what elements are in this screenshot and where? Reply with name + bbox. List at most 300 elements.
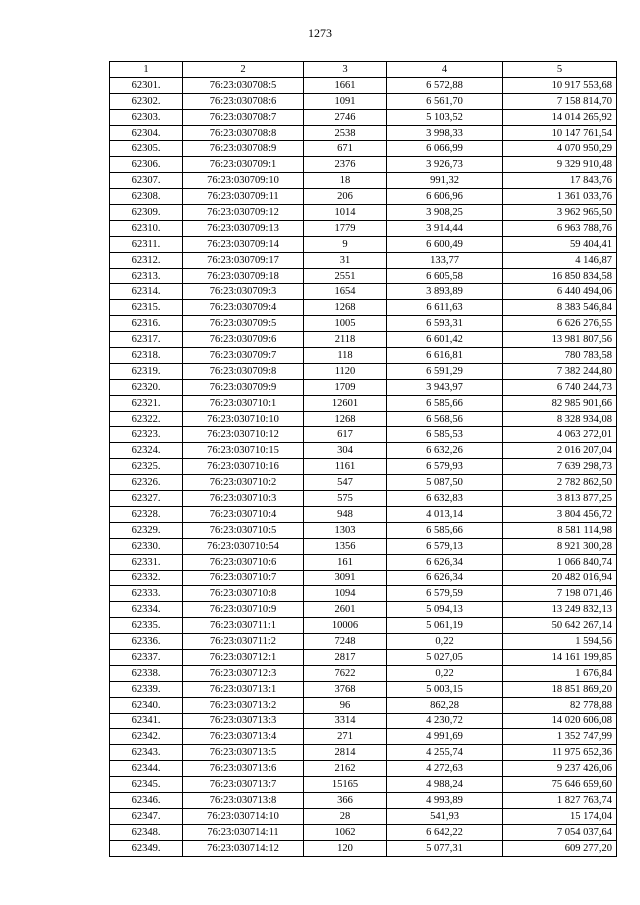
rate-cell: 5 003,15 [387,681,503,697]
value-cell: 59 404,41 [503,236,617,252]
area-cell: 575 [304,491,387,507]
rate-cell: 6 600,49 [387,236,503,252]
table-row [110,824,617,840]
rate-cell: 6 601,42 [387,332,503,348]
table-row [110,792,617,808]
table-row [110,141,617,157]
row-number-cell: 62303. [110,109,183,125]
cadastral-number-cell: 76:23:030709:6 [183,332,304,348]
area-cell: 2817 [304,649,387,665]
value-cell: 4 146,87 [503,252,617,268]
table-row [110,363,617,379]
value-cell: 75 646 659,60 [503,777,617,793]
area-cell: 2376 [304,157,387,173]
cadastral-number-cell: 76:23:030709:18 [183,268,304,284]
value-cell: 10 917 553,68 [503,77,617,93]
area-cell: 7248 [304,634,387,650]
cadastral-number-cell: 76:23:030709:12 [183,205,304,221]
area-cell: 671 [304,141,387,157]
row-number-cell: 62326. [110,475,183,491]
value-cell: 15 174,04 [503,808,617,824]
rate-cell: 862,28 [387,697,503,713]
table-row [110,348,617,364]
value-cell: 1 352 747,99 [503,729,617,745]
area-cell: 1709 [304,379,387,395]
rate-cell: 6 626,34 [387,570,503,586]
row-number-cell: 62301. [110,77,183,93]
area-cell: 3314 [304,713,387,729]
cadastral-number-cell: 76:23:030710:12 [183,427,304,443]
value-cell: 7 158 814,70 [503,93,617,109]
rate-cell: 4 013,14 [387,506,503,522]
value-cell: 20 482 016,94 [503,570,617,586]
value-cell: 7 198 071,46 [503,586,617,602]
cadastral-number-cell: 76:23:030712:1 [183,649,304,665]
row-number-cell: 62334. [110,602,183,618]
rate-cell: 4 991,69 [387,729,503,745]
row-number-cell: 62343. [110,745,183,761]
table-row [110,634,617,650]
row-number-cell: 62336. [110,634,183,650]
value-cell: 2 016 207,04 [503,443,617,459]
row-number-cell: 62316. [110,316,183,332]
table-row [110,586,617,602]
row-number-cell: 62317. [110,332,183,348]
area-cell: 948 [304,506,387,522]
area-cell: 18 [304,173,387,189]
area-cell: 1268 [304,411,387,427]
column-header-5: 5 [503,62,617,78]
cadastral-number-cell: 76:23:030708:7 [183,109,304,125]
rate-cell: 3 908,25 [387,205,503,221]
table-row [110,602,617,618]
area-cell: 617 [304,427,387,443]
row-number-cell: 62324. [110,443,183,459]
row-number-cell: 62329. [110,522,183,538]
row-number-cell: 62307. [110,173,183,189]
cadastral-number-cell: 76:23:030713:6 [183,761,304,777]
table-row [110,125,617,141]
value-cell: 1 361 033,76 [503,189,617,205]
cadastral-number-cell: 76:23:030714:12 [183,840,304,856]
row-number-cell: 62311. [110,236,183,252]
rate-cell: 6 579,59 [387,586,503,602]
value-cell: 13 981 807,56 [503,332,617,348]
value-cell: 4 063 272,01 [503,427,617,443]
rate-cell: 6 585,53 [387,427,503,443]
table-row [110,808,617,824]
table-row [110,220,617,236]
rate-cell: 6 616,81 [387,348,503,364]
area-cell: 1014 [304,205,387,221]
cadastral-number-cell: 76:23:030713:7 [183,777,304,793]
row-number-cell: 62327. [110,491,183,507]
table-row [110,443,617,459]
table-row [110,93,617,109]
value-cell: 609 277,20 [503,840,617,856]
rate-cell: 6 606,96 [387,189,503,205]
rate-cell: 5 087,50 [387,475,503,491]
rate-cell: 5 061,19 [387,618,503,634]
table-row [110,173,617,189]
value-cell: 50 642 267,14 [503,618,617,634]
value-cell: 11 975 652,36 [503,745,617,761]
row-number-cell: 62322. [110,411,183,427]
cadastral-number-cell: 76:23:030710:2 [183,475,304,491]
row-number-cell: 62323. [110,427,183,443]
table-row [110,729,617,745]
rate-cell: 4 988,24 [387,777,503,793]
rate-cell: 5 027,05 [387,649,503,665]
table-row [110,189,617,205]
row-number-cell: 62308. [110,189,183,205]
table-row [110,745,617,761]
rate-cell: 0,22 [387,634,503,650]
table-row [110,157,617,173]
table-row [110,395,617,411]
rate-cell: 3 893,89 [387,284,503,300]
cadastral-number-cell: 76:23:030710:16 [183,459,304,475]
area-cell: 206 [304,189,387,205]
cadastral-number-cell: 76:23:030710:7 [183,570,304,586]
area-cell: 2538 [304,125,387,141]
cadastral-number-cell: 76:23:030710:5 [183,522,304,538]
area-cell: 1268 [304,300,387,316]
area-cell: 3091 [304,570,387,586]
area-cell: 9 [304,236,387,252]
row-number-cell: 62342. [110,729,183,745]
cadastral-number-cell: 76:23:030709:9 [183,379,304,395]
area-cell: 1303 [304,522,387,538]
area-cell: 28 [304,808,387,824]
cadastral-number-cell: 76:23:030713:1 [183,681,304,697]
value-cell: 3 804 456,72 [503,506,617,522]
row-number-cell: 62333. [110,586,183,602]
rate-cell: 6 066,99 [387,141,503,157]
rate-cell: 6 579,13 [387,538,503,554]
cadastral-number-cell: 76:23:030709:10 [183,173,304,189]
cadastral-number-cell: 76:23:030709:13 [183,220,304,236]
row-number-cell: 62328. [110,506,183,522]
row-number-cell: 62331. [110,554,183,570]
row-number-cell: 62344. [110,761,183,777]
row-number-cell: 62314. [110,284,183,300]
table-row [110,491,617,507]
rate-cell: 6 585,66 [387,522,503,538]
area-cell: 2814 [304,745,387,761]
row-number-cell: 62338. [110,665,183,681]
value-cell: 3 962 965,50 [503,205,617,221]
table-row [110,761,617,777]
rate-cell: 6 561,70 [387,93,503,109]
value-cell: 4 070 950,29 [503,141,617,157]
table-row [110,284,617,300]
cadastral-number-cell: 76:23:030709:11 [183,189,304,205]
rate-cell: 6 632,83 [387,491,503,507]
row-number-cell: 62349. [110,840,183,856]
table-row [110,459,617,475]
table-row [110,475,617,491]
table-row [110,252,617,268]
table-row [110,427,617,443]
row-number-cell: 62318. [110,348,183,364]
cadastral-number-cell: 76:23:030708:5 [183,77,304,93]
area-cell: 271 [304,729,387,745]
cadastral-number-cell: 76:23:030710:1 [183,395,304,411]
row-number-cell: 62339. [110,681,183,697]
cadastral-number-cell: 76:23:030711:2 [183,634,304,650]
table-row [110,411,617,427]
rate-cell: 3 926,73 [387,157,503,173]
row-number-cell: 62304. [110,125,183,141]
rate-cell: 6 611,63 [387,300,503,316]
cadastral-number-cell: 76:23:030713:3 [183,713,304,729]
rate-cell: 4 230,72 [387,713,503,729]
row-number-cell: 62310. [110,220,183,236]
cadastral-number-cell: 76:23:030709:4 [183,300,304,316]
rate-cell: 3 998,33 [387,125,503,141]
table-row [110,713,617,729]
table-row [110,268,617,284]
value-cell: 2 782 862,50 [503,475,617,491]
area-cell: 1779 [304,220,387,236]
area-cell: 2601 [304,602,387,618]
cadastral-number-cell: 76:23:030710:54 [183,538,304,554]
area-cell: 2118 [304,332,387,348]
rate-cell: 0,22 [387,665,503,681]
rate-cell: 6 626,34 [387,554,503,570]
row-number-cell: 62319. [110,363,183,379]
area-cell: 3768 [304,681,387,697]
area-cell: 1094 [304,586,387,602]
value-cell: 8 383 546,84 [503,300,617,316]
table-row [110,665,617,681]
area-cell: 10006 [304,618,387,634]
row-number-cell: 62347. [110,808,183,824]
cadastral-number-cell: 76:23:030710:3 [183,491,304,507]
row-number-cell: 62345. [110,777,183,793]
table-row [110,506,617,522]
table-row [110,570,617,586]
cadastral-number-cell: 76:23:030713:4 [183,729,304,745]
area-cell: 118 [304,348,387,364]
value-cell: 3 813 877,25 [503,491,617,507]
rate-cell: 5 103,52 [387,109,503,125]
table-row [110,554,617,570]
row-number-cell: 62348. [110,824,183,840]
data-table [109,61,617,857]
column-header-4: 4 [387,62,503,78]
cadastral-number-cell: 76:23:030714:10 [183,808,304,824]
column-header-2: 2 [183,62,304,78]
row-number-cell: 62332. [110,570,183,586]
row-number-cell: 62309. [110,205,183,221]
cadastral-number-cell: 76:23:030711:1 [183,618,304,634]
page-number: 1273 [308,26,332,40]
cadastral-number-cell: 76:23:030708:9 [183,141,304,157]
value-cell: 6 626 276,55 [503,316,617,332]
area-cell: 12601 [304,395,387,411]
area-cell: 1062 [304,824,387,840]
row-number-cell: 62346. [110,792,183,808]
rate-cell: 6 593,31 [387,316,503,332]
table-header-row [110,62,617,78]
table-row [110,332,617,348]
value-cell: 14 020 606,08 [503,713,617,729]
cadastral-number-cell: 76:23:030710:10 [183,411,304,427]
cadastral-number-cell: 76:23:030714:11 [183,824,304,840]
value-cell: 780 783,58 [503,348,617,364]
cadastral-number-cell: 76:23:030712:3 [183,665,304,681]
row-number-cell: 62340. [110,697,183,713]
row-number-cell: 62337. [110,649,183,665]
value-cell: 9 237 426,06 [503,761,617,777]
area-cell: 1161 [304,459,387,475]
table-row [110,777,617,793]
table-row [110,300,617,316]
row-number-cell: 62305. [110,141,183,157]
cadastral-number-cell: 76:23:030709:7 [183,348,304,364]
value-cell: 82 778,88 [503,697,617,713]
table-row [110,205,617,221]
table-row [110,697,617,713]
row-number-cell: 62341. [110,713,183,729]
cadastral-number-cell: 76:23:030709:14 [183,236,304,252]
rate-cell: 6 572,88 [387,77,503,93]
area-cell: 2162 [304,761,387,777]
cadastral-number-cell: 76:23:030710:6 [183,554,304,570]
area-cell: 1654 [304,284,387,300]
cadastral-number-cell: 76:23:030710:8 [183,586,304,602]
rate-cell: 4 272,63 [387,761,503,777]
value-cell: 16 850 834,58 [503,268,617,284]
table-row [110,681,617,697]
row-number-cell: 62315. [110,300,183,316]
rate-cell: 6 579,93 [387,459,503,475]
area-cell: 366 [304,792,387,808]
table-body [110,77,617,856]
row-number-cell: 62302. [110,93,183,109]
rate-cell: 133,77 [387,252,503,268]
rate-cell: 6 632,26 [387,443,503,459]
area-cell: 161 [304,554,387,570]
cadastral-number-cell: 76:23:030708:6 [183,93,304,109]
area-cell: 1120 [304,363,387,379]
area-cell: 2746 [304,109,387,125]
row-number-cell: 62313. [110,268,183,284]
table-row [110,522,617,538]
value-cell: 18 851 869,20 [503,681,617,697]
area-cell: 304 [304,443,387,459]
value-cell: 17 843,76 [503,173,617,189]
area-cell: 96 [304,697,387,713]
value-cell: 7 639 298,73 [503,459,617,475]
table-row [110,316,617,332]
rate-cell: 991,32 [387,173,503,189]
value-cell: 7 382 244,80 [503,363,617,379]
cadastral-number-cell: 76:23:030713:8 [183,792,304,808]
rate-cell: 3 914,44 [387,220,503,236]
row-number-cell: 62312. [110,252,183,268]
area-cell: 1091 [304,93,387,109]
table-row [110,538,617,554]
cadastral-number-cell: 76:23:030710:4 [183,506,304,522]
area-cell: 31 [304,252,387,268]
table-row [110,649,617,665]
area-cell: 1661 [304,77,387,93]
value-cell: 14 161 199,85 [503,649,617,665]
rate-cell: 4 993,89 [387,792,503,808]
value-cell: 9 329 910,48 [503,157,617,173]
cadastral-number-cell: 76:23:030710:9 [183,602,304,618]
row-number-cell: 62330. [110,538,183,554]
rate-cell: 6 585,66 [387,395,503,411]
area-cell: 2551 [304,268,387,284]
row-number-cell: 62335. [110,618,183,634]
cadastral-number-cell: 76:23:030708:8 [183,125,304,141]
value-cell: 10 147 761,54 [503,125,617,141]
row-number-cell: 62321. [110,395,183,411]
row-number-cell: 62320. [110,379,183,395]
value-cell: 13 249 832,13 [503,602,617,618]
value-cell: 6 963 788,76 [503,220,617,236]
table-row [110,109,617,125]
column-header-3: 3 [304,62,387,78]
rate-cell: 6 605,58 [387,268,503,284]
area-cell: 120 [304,840,387,856]
table-row [110,379,617,395]
area-cell: 547 [304,475,387,491]
cadastral-number-cell: 76:23:030709:17 [183,252,304,268]
cadastral-number-cell: 76:23:030713:5 [183,745,304,761]
value-cell: 1 066 840,74 [503,554,617,570]
rate-cell: 6 568,56 [387,411,503,427]
rate-cell: 6 591,29 [387,363,503,379]
cadastral-number-cell: 76:23:030713:2 [183,697,304,713]
cadastral-number-cell: 76:23:030709:5 [183,316,304,332]
table-row [110,840,617,856]
rate-cell: 6 642,22 [387,824,503,840]
table-row [110,618,617,634]
row-number-cell: 62306. [110,157,183,173]
area-cell: 7622 [304,665,387,681]
rate-cell: 5 094,13 [387,602,503,618]
value-cell: 6 740 244,73 [503,379,617,395]
rate-cell: 3 943,97 [387,379,503,395]
area-cell: 1005 [304,316,387,332]
value-cell: 1 594,56 [503,634,617,650]
cadastral-number-cell: 76:23:030709:1 [183,157,304,173]
rate-cell: 5 077,31 [387,840,503,856]
area-cell: 1356 [304,538,387,554]
value-cell: 7 054 037,64 [503,824,617,840]
column-header-1: 1 [110,62,183,78]
rate-cell: 4 255,74 [387,745,503,761]
row-number-cell: 62325. [110,459,183,475]
cadastral-number-cell: 76:23:030709:8 [183,363,304,379]
value-cell: 8 581 114,98 [503,522,617,538]
value-cell: 8 921 300,28 [503,538,617,554]
value-cell: 1 827 763,74 [503,792,617,808]
value-cell: 6 440 494,06 [503,284,617,300]
area-cell: 15165 [304,777,387,793]
value-cell: 1 676,84 [503,665,617,681]
value-cell: 8 328 934,08 [503,411,617,427]
rate-cell: 541,93 [387,808,503,824]
cadastral-number-cell: 76:23:030710:15 [183,443,304,459]
value-cell: 14 014 265,92 [503,109,617,125]
table-row [110,236,617,252]
